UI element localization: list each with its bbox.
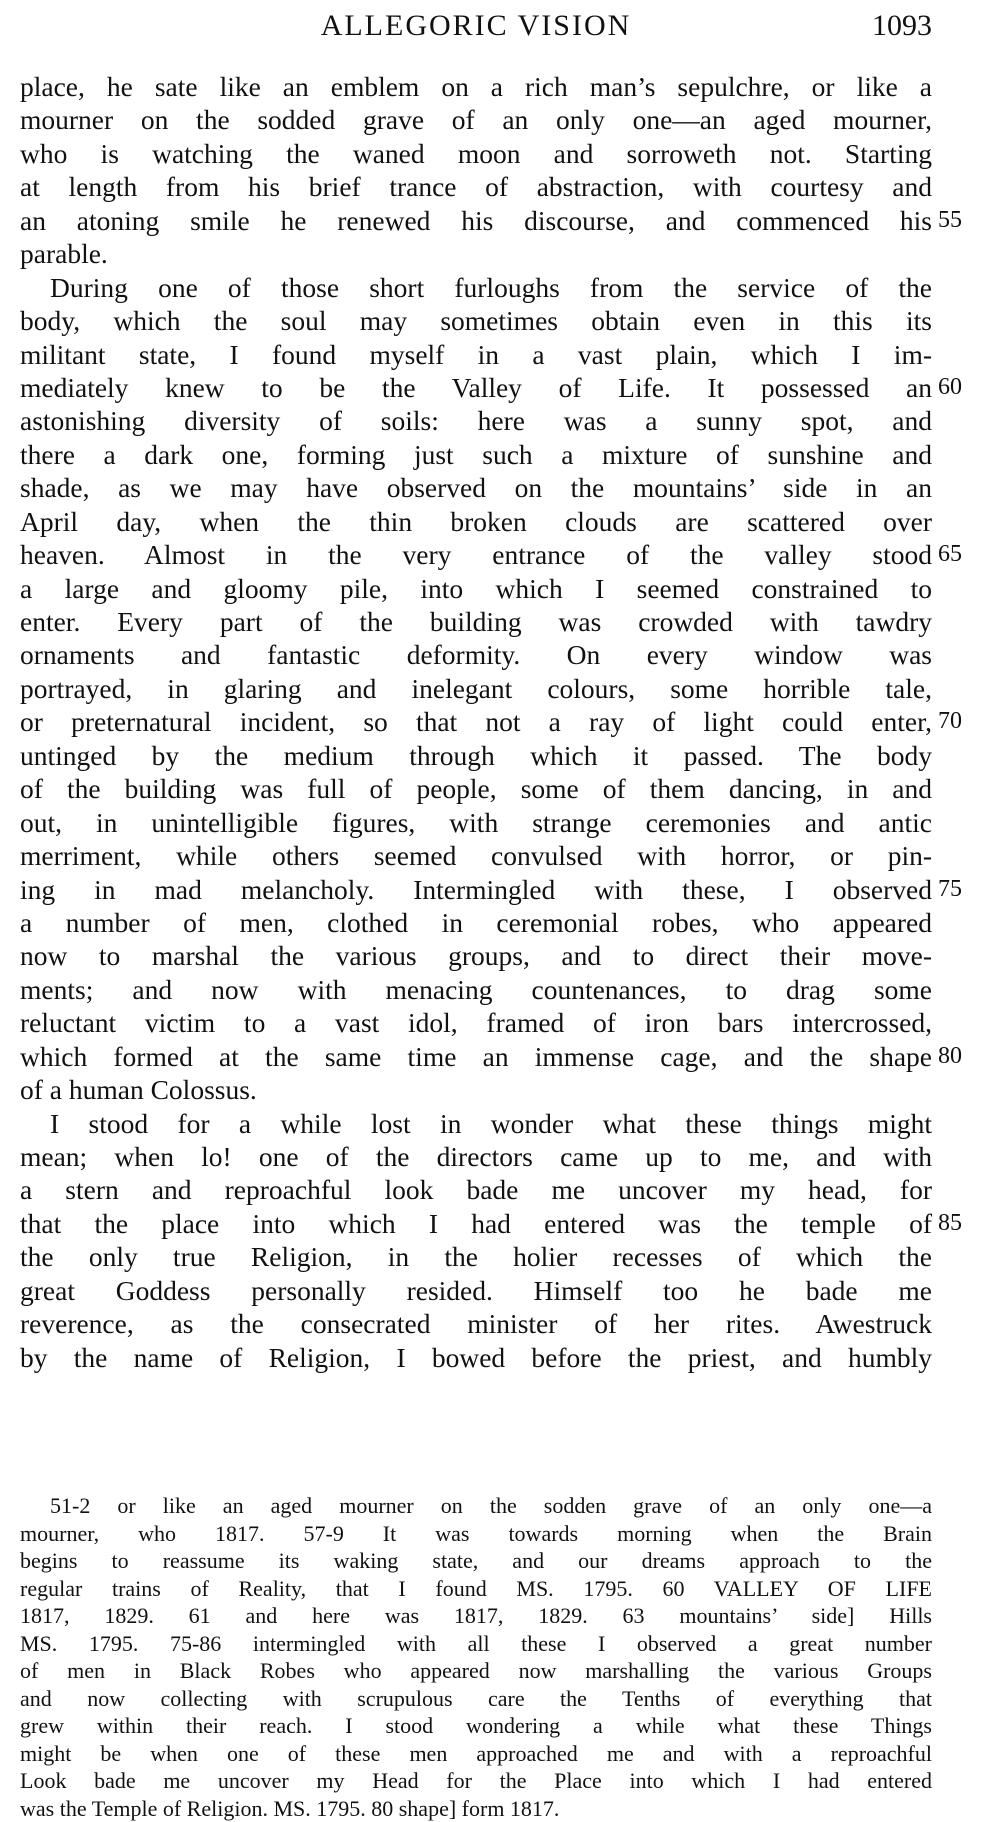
text-line	[20, 538, 932, 571]
footnote-line-content: begins to reassume its waking state, and our dreams approach to the	[20, 1547, 932, 1575]
text-line-content: of a human Colossus.	[20, 1073, 932, 1106]
footnote-line	[20, 1795, 932, 1822]
footnote-line-content: Look bade me uncover my Head for the Place into which I had entered	[20, 1767, 932, 1795]
text-line-content: or preternatural incident, so that not a ray of light could enter,	[20, 705, 932, 738]
text-line	[20, 1240, 932, 1273]
text-line-content: who is watching the waned moon and sorroweth not. Starting	[20, 137, 932, 170]
text-line-content: I stood for a while lost in wonder what these things might	[20, 1107, 932, 1140]
text-line-content: mourner on the sodded grave of an only one—an aged mourner,	[20, 103, 932, 136]
text-line-content: astonishing diversity of soils: here was a sunny spot, and	[20, 404, 932, 437]
text-line	[20, 204, 932, 237]
text-line-content: mediately knew to be the Valley of Life. It possessed an	[20, 371, 932, 404]
line-number: 60	[938, 371, 962, 404]
footnote-line-content: was the Temple of Religion. MS. 1795. 80 shape] form 1817.	[20, 1795, 932, 1822]
text-line-content: out, in unintelligible figures, with strange ceremonies and antic	[20, 806, 932, 839]
footnote-line	[20, 1547, 932, 1575]
text-line-content: ornaments and fantastic deformity. On every window was	[20, 638, 932, 671]
text-line-content: April day, when the thin broken clouds are scattered over	[20, 505, 932, 538]
text-line	[20, 1173, 932, 1206]
text-line	[20, 839, 932, 872]
footnote-line-content: mourner, who 1817. 57-9 It was towards morning when the Brain	[20, 1520, 932, 1548]
text-line	[20, 505, 932, 538]
line-number: 55	[938, 204, 962, 237]
text-line	[20, 1073, 932, 1106]
text-line	[20, 304, 932, 337]
text-line-content: now to marshal the various groups, and to direct their move-	[20, 939, 932, 972]
text-line	[20, 438, 932, 471]
text-line-content: at length from his brief trance of abstraction, with courtesy and	[20, 170, 932, 203]
text-line-content: untinged by the medium through which it passed. The body	[20, 739, 932, 772]
text-line-content: body, which the soul may sometimes obtain even in this its	[20, 304, 932, 337]
text-line-content: a stern and reproachful look bade me uncover my head, for	[20, 1173, 932, 1206]
text-line-content: parable.	[20, 237, 932, 270]
text-line-content: reluctant victim to a vast idol, framed of iron bars intercrossed,	[20, 1006, 932, 1039]
text-line	[20, 237, 932, 270]
footnote-line-content: 1817, 1829. 61 and here was 1817, 1829. 63 mountains’ side] Hills	[20, 1602, 932, 1630]
text-line	[20, 103, 932, 136]
text-line	[20, 906, 932, 939]
text-line	[20, 1040, 932, 1073]
text-line	[20, 939, 932, 972]
text-line-content: a large and gloomy pile, into which I seemed constrained to	[20, 572, 932, 605]
line-number: 70	[938, 705, 962, 738]
text-line-content: which formed at the same time an immense cage, and the shape	[20, 1040, 932, 1073]
footnote-line	[20, 1767, 932, 1795]
text-line-content: reverence, as the consecrated minister of her rites. Awestruck	[20, 1307, 932, 1340]
text-line	[20, 806, 932, 839]
main-text	[20, 70, 932, 1374]
running-head	[20, 6, 932, 46]
text-line	[20, 338, 932, 371]
text-line-content: that the place into which I had entered was the temple of	[20, 1207, 932, 1240]
line-number: 75	[938, 873, 962, 906]
text-line-content: portrayed, in glaring and inelegant colours, some horrible tale,	[20, 672, 932, 705]
footnote-line-content: regular trains of Reality, that I found MS. 1795. 60 VALLEY OF LIFE	[20, 1575, 932, 1603]
footnote-line-content: grew within their reach. I stood wondering a while what these Things	[20, 1712, 932, 1740]
text-line-content: ing in mad melancholy. Intermingled with these, I observed	[20, 873, 932, 906]
text-line-content: mean; when lo! one of the directors came up to me, and with	[20, 1140, 932, 1173]
text-line	[20, 772, 932, 805]
text-line	[20, 1341, 932, 1374]
text-line-content: a number of men, clothed in ceremonial robes, who appeared	[20, 906, 932, 939]
text-line-content: by the name of Religion, I bowed before the priest, and humbly	[20, 1341, 932, 1374]
footnotes	[20, 1492, 932, 1822]
footnote-line	[20, 1657, 932, 1685]
text-line-content: heaven. Almost in the very entrance of the valley stood	[20, 538, 932, 571]
text-line	[20, 371, 932, 404]
footnote-line-content: MS. 1795. 75-86 intermingled with all these I observed a great number	[20, 1630, 932, 1658]
text-line	[20, 1006, 932, 1039]
text-line	[20, 471, 932, 504]
footnote-line-content: of men in Black Robes who appeared now marshalling the various Groups	[20, 1657, 932, 1685]
line-number: 80	[938, 1040, 962, 1073]
text-line	[20, 739, 932, 772]
footnote-line	[20, 1712, 932, 1740]
text-line	[20, 638, 932, 671]
footnote-line-content: and now collecting with scrupulous care the Tenths of everything that	[20, 1685, 932, 1713]
text-line	[20, 1140, 932, 1173]
text-line-content: an atoning smile he renewed his discourse, and commenced his	[20, 204, 932, 237]
running-title: ALLEGORIC VISION	[20, 6, 932, 46]
text-line-content: During one of those short furloughs from the service of the	[20, 271, 932, 304]
text-line-content: merriment, while others seemed convulsed with horror, or pin-	[20, 839, 932, 872]
text-line	[20, 572, 932, 605]
text-line	[20, 170, 932, 203]
text-line	[20, 1307, 932, 1340]
line-number: 85	[938, 1207, 962, 1240]
text-line	[20, 705, 932, 738]
text-line-content: place, he sate like an emblem on a rich man’s sepulchre, or like a	[20, 70, 932, 103]
text-line	[20, 404, 932, 437]
text-line-content: of the building was full of people, some of them dancing, in and	[20, 772, 932, 805]
footnote-line-content: 51-2 or like an aged mourner on the sodden grave of an only one—a	[20, 1492, 932, 1520]
line-number: 65	[938, 538, 962, 571]
text-line	[20, 70, 932, 103]
footnote-line-content: might be when one of these men approached me and with a reproachful	[20, 1740, 932, 1768]
text-line	[20, 672, 932, 705]
text-line-content: the only true Religion, in the holier recesses of which the	[20, 1240, 932, 1273]
text-line-content: there a dark one, forming just such a mixture of sunshine and	[20, 438, 932, 471]
text-line-content: ments; and now with menacing countenances, to drag some	[20, 973, 932, 1006]
page-number: 1093	[872, 6, 932, 46]
footnote-line	[20, 1520, 932, 1548]
footnote-line	[20, 1492, 932, 1520]
text-line	[20, 605, 932, 638]
footnote-line	[20, 1685, 932, 1713]
text-line	[20, 1207, 932, 1240]
text-line-content: militant state, I found myself in a vast plain, which I im-	[20, 338, 932, 371]
text-line	[20, 137, 932, 170]
text-line	[20, 1274, 932, 1307]
footnote-line	[20, 1630, 932, 1658]
text-line-content: enter. Every part of the building was crowded with tawdry	[20, 605, 932, 638]
text-line-content: great Goddess personally resided. Himself too he bade me	[20, 1274, 932, 1307]
text-line	[20, 973, 932, 1006]
text-line	[20, 271, 932, 304]
text-line	[20, 873, 932, 906]
text-line-content: shade, as we may have observed on the mountains’ side in an	[20, 471, 932, 504]
text-line	[20, 1107, 932, 1140]
footnote-line	[20, 1602, 932, 1630]
footnote-line	[20, 1740, 932, 1768]
footnote-line	[20, 1575, 932, 1603]
